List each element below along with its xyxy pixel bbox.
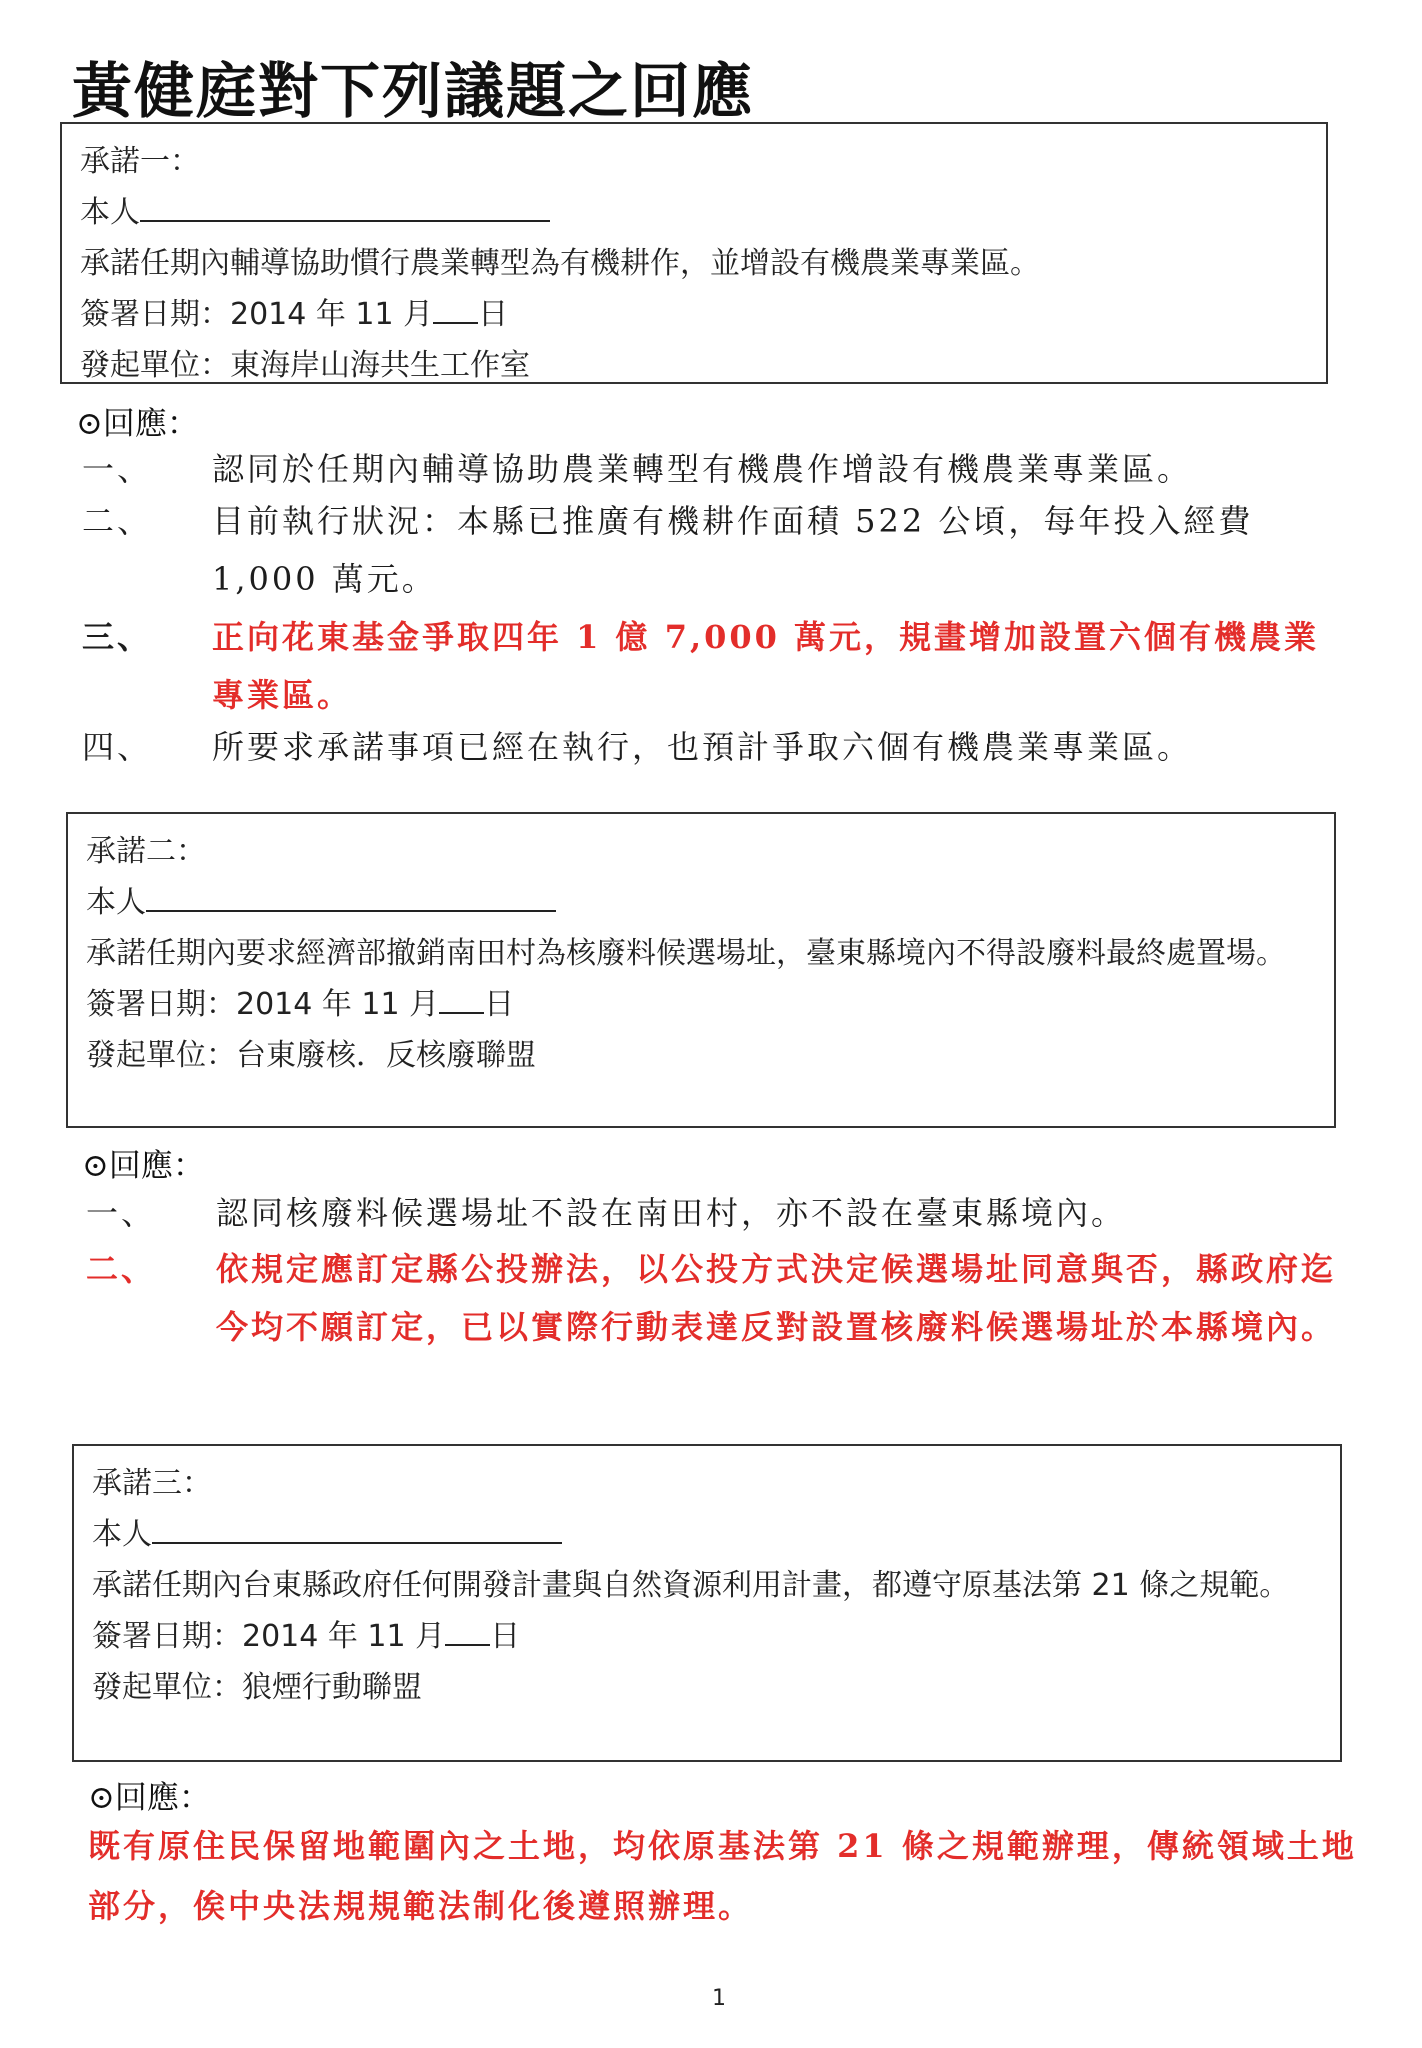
commitment-content: 承諾任期內要求經濟部撤銷南田村為核廢料候選場址，臺東縣境內不得設廢料最終處置場。 <box>86 936 1286 971</box>
response-item-emphasis <box>86 1240 1348 1420</box>
commitment-heading: 承諾三： <box>92 1466 212 1501</box>
sign-date-suffix: 日 <box>478 297 509 332</box>
page-number: 1 <box>712 1986 726 2011</box>
response-text: 認同核廢料候選場址不設在南田村，亦不設在臺東縣境內。 <box>216 1194 1127 1232</box>
day-blank <box>445 1616 490 1646</box>
response-label: ⊙回應： <box>88 1778 211 1816</box>
response-text: 目前執行狀況：本縣已推廣有機耕作面積 522 公頃，每年投入經費 1,000 萬元。 <box>212 502 1254 598</box>
signature-blank <box>146 882 556 912</box>
response-text: 正向花東基金爭取四年 1 億 7,000 萬元，規畫增加設置六個有機農業專業區。 <box>212 618 1320 714</box>
initiating-org: 發起單位：東海岸山海共生工作室 <box>80 348 530 383</box>
sign-date <box>86 979 1316 1030</box>
response-label: ⊙回應： <box>76 404 199 442</box>
commitment-content: 承諾任期內輔導協助慣行農業轉型為有機耕作，並增設有機農業專業區。 <box>80 246 1040 281</box>
signer-label: 本人 <box>86 885 146 920</box>
initiating-org: 發起單位：狼煙行動聯盟 <box>92 1670 422 1705</box>
response-number: 二、 <box>82 502 153 540</box>
response-label: ⊙回應： <box>82 1146 205 1184</box>
sign-date-prefix: 簽署日期：2014 年 11 月 <box>80 297 434 332</box>
response-text: 所要求承諾事項已經在執行，也預計爭取六個有機農業專業區。 <box>212 728 1193 766</box>
signature-blank <box>152 1514 562 1544</box>
response-number: 四、 <box>82 728 153 766</box>
signer-label: 本人 <box>92 1517 152 1552</box>
response-number: 三、 <box>82 618 153 656</box>
sign-date-suffix: 日 <box>490 1619 521 1654</box>
commitment-content: 承諾任期內台東縣政府任何開發計畫與自然資源利用計畫，都遵守原基法第 21 條之規範。 <box>92 1568 1290 1603</box>
response-item <box>82 718 1342 778</box>
day-blank <box>439 984 484 1014</box>
signer-line <box>92 1509 1322 1560</box>
commitment-box-3 <box>72 1444 1342 1762</box>
signer-line <box>80 187 1308 238</box>
commitment-heading: 承諾一： <box>80 144 200 179</box>
page-title: 黃健庭對下列議題之回應 <box>72 57 754 127</box>
response-item <box>86 1184 1346 1244</box>
commitment-heading: 承諾二： <box>86 834 206 869</box>
commitment-box-2 <box>66 812 1336 1128</box>
signer-label: 本人 <box>80 195 140 230</box>
response-number: 二、 <box>86 1250 157 1288</box>
sign-date-suffix: 日 <box>484 987 515 1022</box>
initiating-org: 發起單位：台東廢核．反核廢聯盟 <box>86 1038 536 1073</box>
signature-blank <box>140 192 550 222</box>
sign-date <box>80 289 1308 340</box>
day-blank <box>433 294 478 324</box>
response-item-emphasis <box>82 608 1342 724</box>
signer-line <box>86 877 1316 928</box>
sign-date-prefix: 簽署日期：2014 年 11 月 <box>86 987 440 1022</box>
response-text: 依規定應訂定縣公投辦法，以公投方式決定候選場址同意與否，縣政府迄今均不願訂定，已以實際行動表達反對設置核廢料候選場址於本縣境內。 <box>216 1250 1337 1346</box>
response-number: 一、 <box>82 450 153 488</box>
sign-date <box>92 1611 1322 1662</box>
response-number: 一、 <box>86 1194 157 1232</box>
response-text: 認同於任期內輔導協助農業轉型有機農作增設有機農業專業區。 <box>212 450 1193 488</box>
response-text-emphasis: 既有原住民保留地範圍內之土地，均依原基法第 21 條之規範辦理，傳統領域土地部分，俟中央法規規範法制化後遵照辦理。 <box>88 1827 1357 1925</box>
response-item <box>82 440 1342 500</box>
commitment-box-1 <box>60 122 1328 384</box>
sign-date-prefix: 簽署日期：2014 年 11 月 <box>92 1619 446 1654</box>
response-item <box>82 492 1342 608</box>
